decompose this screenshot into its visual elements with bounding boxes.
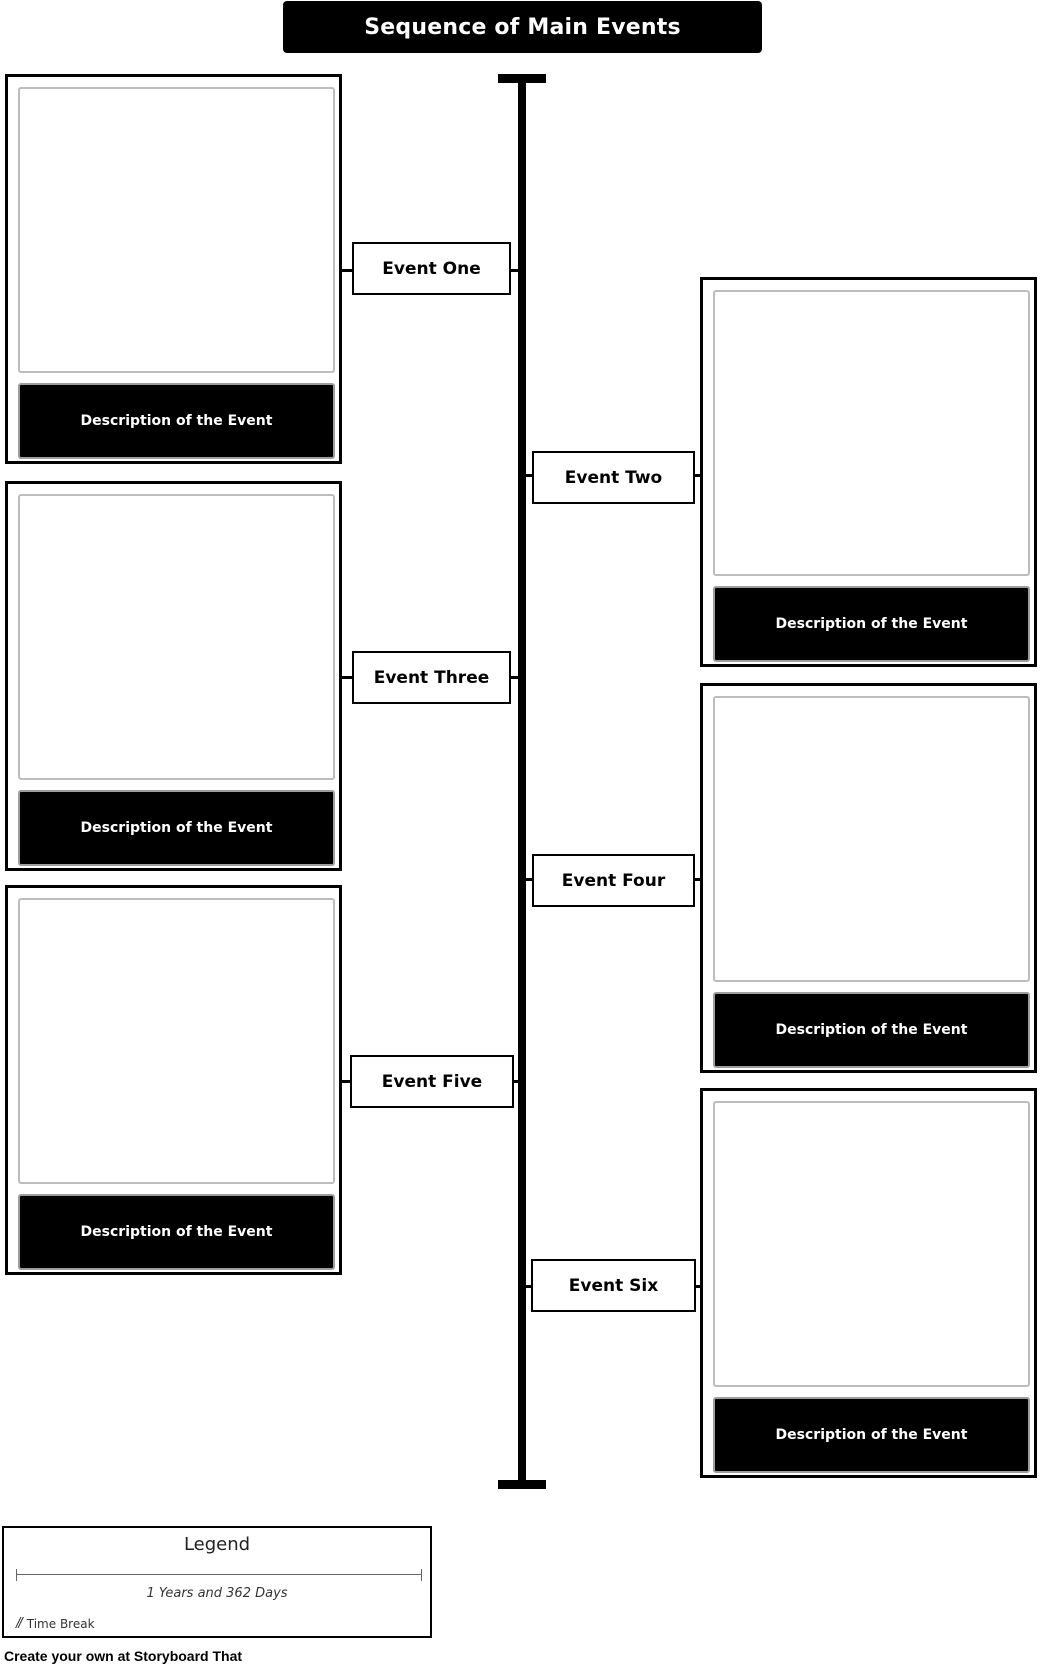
connector-line <box>509 676 520 679</box>
event-description[interactable]: Description of the Event <box>18 1194 335 1270</box>
event-image-frame[interactable] <box>18 898 335 1184</box>
page-title: Sequence of Main Events <box>283 1 762 53</box>
event-panel-4 <box>700 683 1037 1073</box>
event-panel-2 <box>700 277 1037 667</box>
timeline-bottom-cap <box>498 1480 546 1489</box>
connector-line <box>512 1080 520 1083</box>
event-description[interactable]: Description of the Event <box>713 1397 1030 1473</box>
event-description[interactable]: Description of the Event <box>713 992 1030 1068</box>
event-description[interactable]: Description of the Event <box>18 383 335 459</box>
event-label-1[interactable]: Event One <box>352 242 511 295</box>
footer-credit[interactable]: Create your own at Storyboard That <box>4 1648 243 1664</box>
time-break-label: Time Break <box>26 1616 95 1631</box>
event-label-5[interactable]: Event Five <box>350 1055 514 1108</box>
event-image-frame[interactable] <box>18 87 335 373</box>
legend-box <box>2 1526 432 1638</box>
event-panel-1 <box>5 74 342 464</box>
event-image-frame[interactable] <box>713 290 1030 576</box>
event-panel-5 <box>5 885 342 1275</box>
event-label-6[interactable]: Event Six <box>531 1259 696 1312</box>
legend-duration: 1 Years and 362 Days <box>146 1586 288 1601</box>
legend-scale-bar <box>16 1569 422 1581</box>
legend-title: Legend <box>183 1534 251 1555</box>
event-description[interactable]: Description of the Event <box>713 586 1030 662</box>
event-label-3[interactable]: Event Three <box>352 651 511 704</box>
connector-line <box>509 269 520 272</box>
event-image-frame[interactable] <box>18 494 335 780</box>
legend-time-break <box>16 1616 95 1631</box>
time-break-icon: // <box>16 1616 21 1631</box>
event-description[interactable]: Description of the Event <box>18 790 335 866</box>
event-label-2[interactable]: Event Two <box>532 451 695 504</box>
event-panel-6 <box>700 1088 1037 1478</box>
event-image-frame[interactable] <box>713 1101 1030 1387</box>
event-label-4[interactable]: Event Four <box>532 854 695 907</box>
timeline-axis <box>518 76 526 1487</box>
event-panel-3 <box>5 481 342 871</box>
event-image-frame[interactable] <box>713 696 1030 982</box>
